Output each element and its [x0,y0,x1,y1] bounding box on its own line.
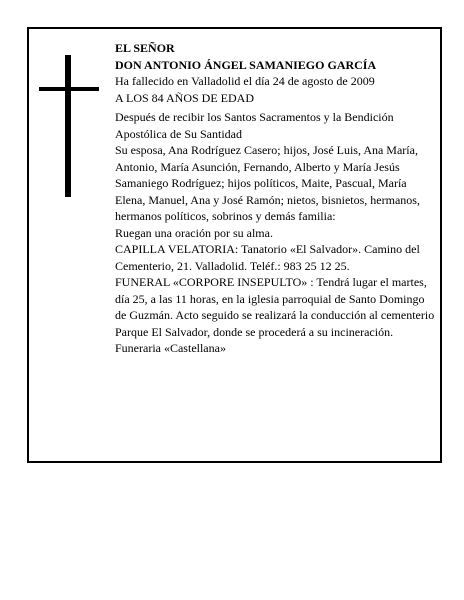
age-statement: A LOS 84 AÑOS DE EDAD [115,90,255,105]
family-list: Su esposa, Ana Rodríguez Casero; hijos, José Luis, Ana María, Antonio, María Asunción, Fernando, Alberto y María Jesús Samaniego Rodríguez; hijos políticos, Maite, Pascual, María Elena, Manuel, Ana y José Ramón; nietos, bisnietos, hermanos, hermanos políticos, sobrinos y demás familia: [115,143,420,223]
chapel-info: CAPILLA VELATORIA: Tanatorio «El Salvador». Camino del Cementerio, 21. Valladolid. Teléf.: 983 25 12 25. [115,242,420,273]
cross-icon [39,55,99,197]
death-statement: Ha fallecido en Valladolid el día 24 de agosto de 2009 [115,74,375,88]
funeral-info: FUNERAL «CORPORE INSEPULTO» : Tendrá lugar el martes, día 25, a las 11 horas, en la iglesia parroquial de Santo Domingo de Guzmán. Acto seguido se realizará la conducción al cementerio Parque El Salvador, donde se procederá a su incineración. [115,275,435,339]
prayer-request: Ruegan una oración por su alma. [115,225,273,240]
cross-horizontal-bar [39,87,99,91]
cross-vertical-bar [65,55,71,197]
obituary-frame [27,27,442,463]
funeral-home: Funeraria «Castellana» [115,341,226,355]
sacraments-statement: Después de recibir los Santos Sacramentos y la Bendición Apostólica de Su Santidad [115,110,394,141]
obituary-title: EL SEÑOR [115,41,175,55]
deceased-name: DON ANTONIO ÁNGEL SAMANIEGO GARCÍA [115,57,377,72]
obituary-text [115,40,435,357]
